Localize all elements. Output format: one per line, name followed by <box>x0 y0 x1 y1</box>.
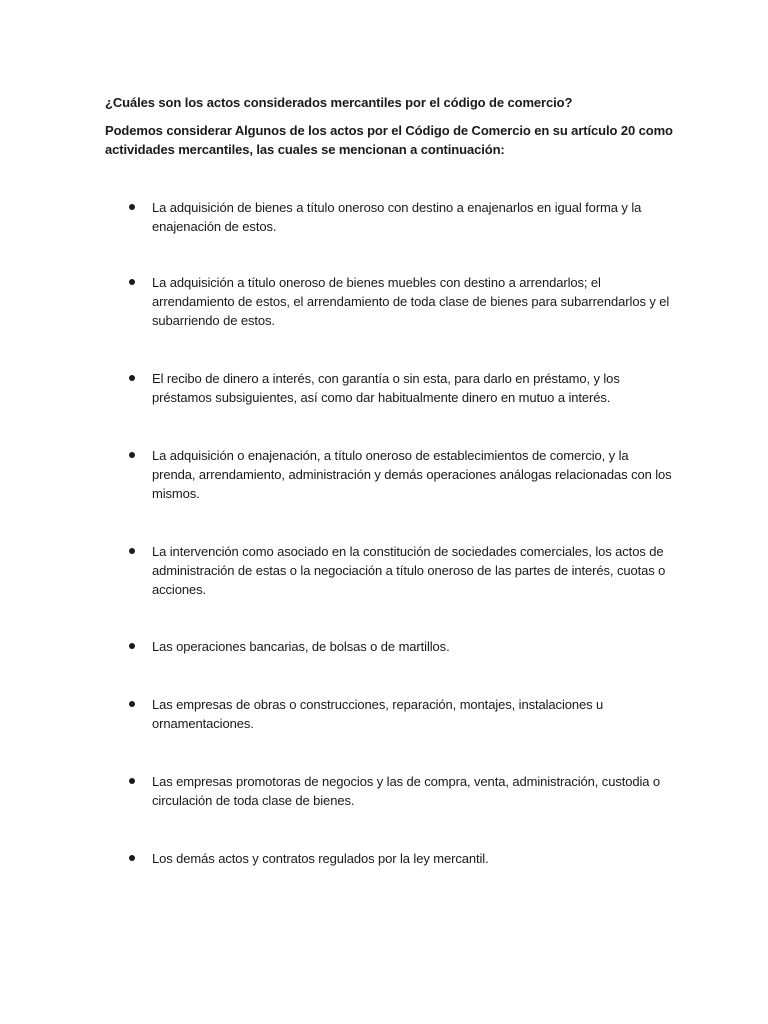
bullet-icon <box>129 548 135 554</box>
bullet-icon <box>129 279 135 285</box>
list-item-text: La adquisición o enajenación, a título oneroso de establecimientos de comercio, y la prenda, arrendamiento, administración y demás operaciones análogas relacionadas con los mismos. <box>152 448 672 501</box>
list-item-text: La adquisición de bienes a título oneroso con destino a enajenarlos en igual forma y la enajenación de estos. <box>152 200 642 234</box>
bullet-icon <box>129 855 135 861</box>
bullet-icon <box>129 701 135 707</box>
list-item-text: El recibo de dinero a interés, con garantía o sin esta, para darlo en préstamo, y los préstamos subsiguientes, así como dar habitualmente dinero en mutuo a interés. <box>152 371 620 405</box>
list-item-text: La adquisición a título oneroso de bienes muebles con destino a arrendarlos; el arrendamiento de estos, el arrendamiento de toda clase de bienes para subarrendarlos y el subarriendo de estos. <box>152 275 670 328</box>
bullet-icon <box>129 375 135 381</box>
list-item-text: Las empresas de obras o construcciones, reparación, montajes, instalaciones u ornamentaciones. <box>152 697 604 731</box>
bullet-icon <box>129 452 135 458</box>
list-item-text: Las empresas promotoras de negocios y las de compra, venta, administración, custodia o circulación de toda clase de bienes. <box>152 774 661 808</box>
list-item-text: La intervención como asociado en la constitución de sociedades comerciales, los actos de administración de estas o la negociación a título oneroso de las partes de interés, cuotas o acciones. <box>152 544 666 597</box>
document-heading: ¿Cuáles son los actos considerados mercantiles por el código de comercio? <box>105 95 573 110</box>
list-item-text: Los demás actos y contratos regulados por la ley mercantil. <box>152 851 489 866</box>
list-item-text: Las operaciones bancarias, de bolsas o de martillos. <box>152 639 450 654</box>
bullet-icon <box>129 643 135 649</box>
bullet-icon <box>129 778 135 784</box>
intro-paragraph: Podemos considerar Algunos de los actos por el Código de Comercio en su artículo 20 como actividades mercantiles, las cuales se mencionan a continuación: <box>105 123 673 157</box>
bullet-icon <box>129 204 135 210</box>
